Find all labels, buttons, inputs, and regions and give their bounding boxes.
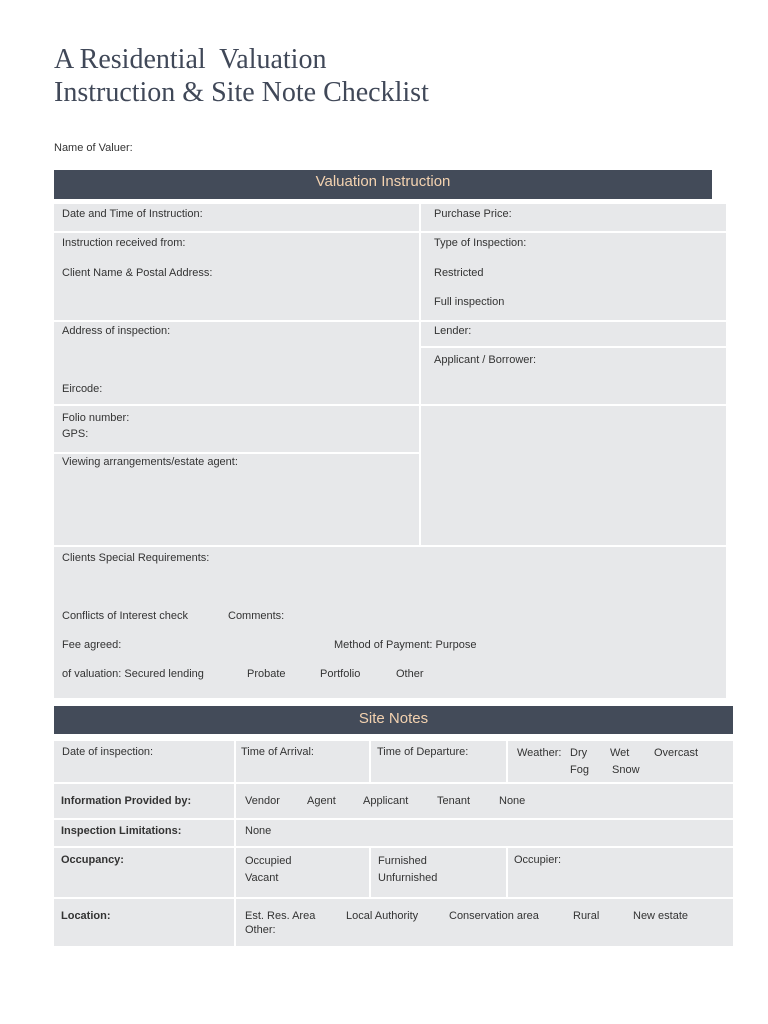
date-inspection-label: Date of inspection:: [62, 746, 154, 758]
occupancy-option-vacant[interactable]: Vacant: [245, 872, 279, 884]
weather-option-dry[interactable]: Dry: [570, 747, 588, 759]
lender-label: Lender:: [434, 325, 472, 337]
occupancy-option-furnished[interactable]: Furnished: [378, 855, 427, 867]
special-requirements-label: Clients Special Requirements:: [62, 552, 210, 564]
occupancy-option-unfurnished[interactable]: Unfurnished: [378, 872, 438, 884]
purpose-label: of valuation: Secured lending: [62, 668, 204, 680]
cell-limitations-value: [236, 820, 733, 846]
conflicts-label: Conflicts of Interest check: [62, 610, 188, 622]
portfolio-option[interactable]: Portfolio: [320, 668, 361, 680]
weather-label: Weather:: [517, 747, 562, 759]
cell-location-label: [54, 899, 234, 946]
page-title-line1: A Residential Valuation: [54, 44, 327, 75]
limitations-value: None: [245, 825, 272, 837]
time-departure-label: Time of Departure:: [377, 746, 469, 758]
limitations-label: Inspection Limitations:: [61, 825, 182, 837]
method-payment-label: Method of Payment: Purpose: [334, 639, 477, 651]
page-title-line2: Instruction & Site Note Checklist: [54, 77, 429, 108]
location-option-new-estate[interactable]: New estate: [633, 910, 689, 922]
probate-option[interactable]: Probate: [247, 668, 286, 680]
info-option-tenant[interactable]: Tenant: [437, 795, 471, 807]
purchase-price-label: Purchase Price:: [434, 208, 512, 220]
fee-label: Fee agreed:: [62, 639, 122, 651]
client-name-label: Client Name & Postal Address:: [62, 267, 213, 279]
time-arrival-label: Time of Arrival:: [241, 746, 314, 758]
info-option-vendor[interactable]: Vendor: [245, 795, 280, 807]
location-label: Location:: [61, 910, 111, 922]
site-notes-header: Site Notes: [54, 706, 733, 734]
instruction-from-label: Instruction received from:: [62, 237, 186, 249]
valuer-label: Name of Valuer:: [54, 142, 133, 154]
info-provided-label: Information Provided by:: [61, 795, 192, 807]
other-option[interactable]: Other: [396, 668, 424, 680]
valuation-instruction-header: Valuation Instruction: [54, 170, 712, 199]
info-option-agent[interactable]: Agent: [307, 795, 336, 807]
applicant-borrower-label: Applicant / Borrower:: [434, 354, 537, 366]
weather-option-wet[interactable]: Wet: [610, 747, 630, 759]
occupier-label: Occupier:: [514, 854, 562, 866]
folio-label: Folio number:: [62, 412, 130, 424]
cell-location-options: [236, 899, 733, 946]
weather-option-fog[interactable]: Fog: [570, 764, 589, 776]
occupancy-option-occupied[interactable]: Occupied: [245, 855, 292, 867]
date-time-label: Date and Time of Instruction:: [62, 208, 203, 220]
weather-option-snow[interactable]: Snow: [612, 764, 640, 776]
gps-label: GPS:: [62, 428, 89, 440]
address-label: Address of inspection:: [62, 325, 171, 337]
type-inspection-label: Type of Inspection:: [434, 237, 527, 249]
weather-option-overcast[interactable]: Overcast: [654, 747, 699, 759]
full-inspection-option[interactable]: Full inspection: [434, 296, 505, 308]
viewing-label: Viewing arrangements/estate agent:: [62, 456, 238, 468]
cell-empty-right: [421, 406, 726, 545]
location-option-local-authority[interactable]: Local Authority: [346, 910, 419, 922]
comments-label: Comments:: [228, 610, 285, 622]
location-option-conservation-area[interactable]: Conservation area: [449, 910, 539, 922]
location-other-label: Other:: [245, 924, 276, 936]
info-option-applicant[interactable]: Applicant: [363, 795, 409, 807]
location-option-est-res-area[interactable]: Est. Res. Area: [245, 910, 316, 922]
restricted-option[interactable]: Restricted: [434, 267, 484, 279]
info-option-none[interactable]: None: [499, 795, 526, 807]
occupancy-label: Occupancy:: [61, 854, 124, 866]
location-option-rural[interactable]: Rural: [573, 910, 600, 922]
eircode-label: Eircode:: [62, 383, 103, 395]
